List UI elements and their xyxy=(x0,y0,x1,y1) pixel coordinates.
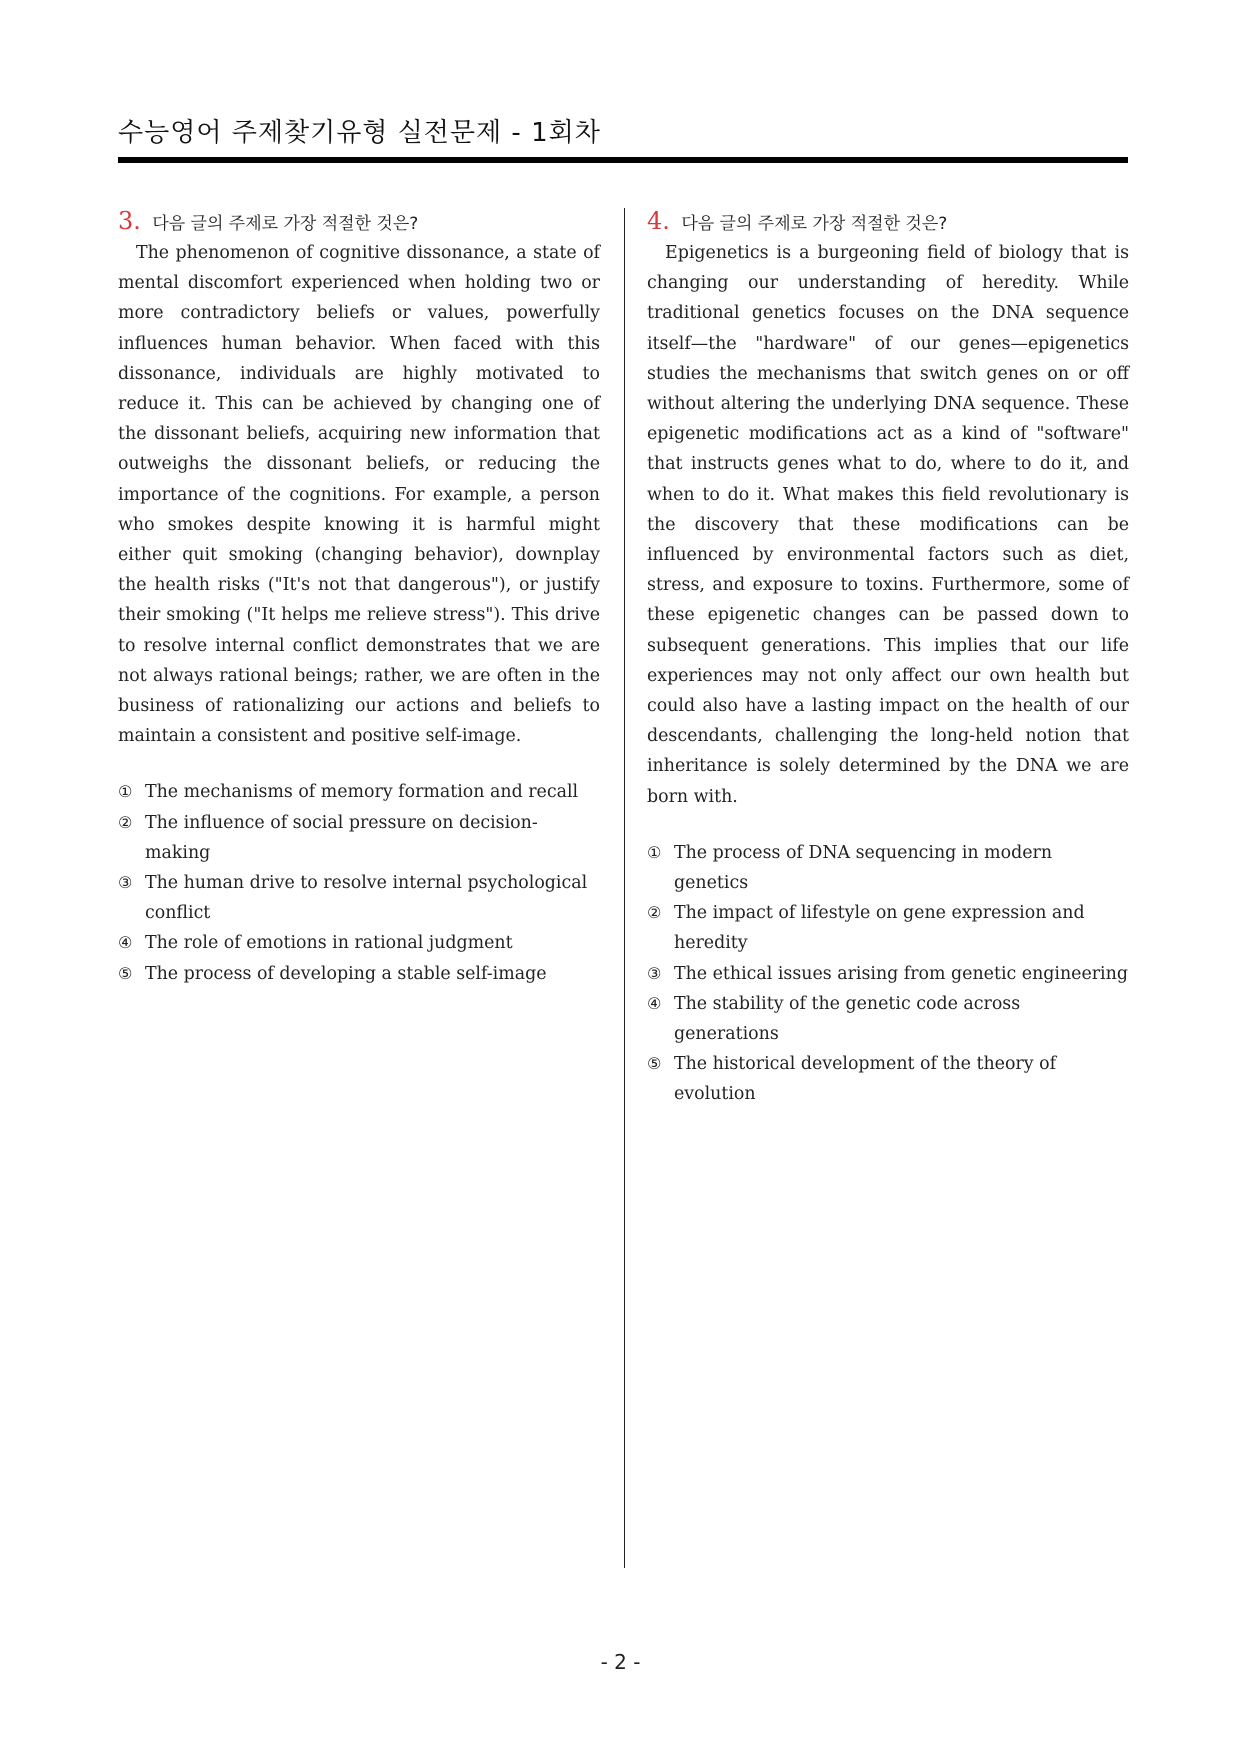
choice-text: The process of developing a stable self-image xyxy=(145,963,547,984)
choice-text: The impact of lifestyle on gene expression and heredity xyxy=(674,903,1085,954)
column-divider xyxy=(624,208,625,1568)
choice-text: The human drive to resolve internal psychological conflict xyxy=(145,873,588,924)
choice-mark: ③ xyxy=(647,963,662,983)
choice-mark: ① xyxy=(118,782,133,802)
choice-mark: ① xyxy=(647,842,662,862)
choice-mark: ⑤ xyxy=(118,963,133,983)
choice-mark: ⑤ xyxy=(647,1054,662,1074)
choice-mark: ② xyxy=(118,812,133,832)
choice-item[interactable] xyxy=(118,777,600,807)
choice-text: The historical development of the theory of evolution xyxy=(674,1054,1057,1105)
choice-mark: ③ xyxy=(118,873,133,893)
choice-text: The role of emotions in rational judgment xyxy=(145,933,513,954)
choice-mark: ② xyxy=(647,903,662,923)
choice-item[interactable] xyxy=(647,1049,1129,1109)
question-prompt: 다음 글의 주제로 가장 적절한 것은? xyxy=(681,214,948,234)
choice-mark: ④ xyxy=(118,933,133,953)
question-header xyxy=(647,205,1129,237)
page-number: - 2 - xyxy=(600,1650,641,1674)
choice-item[interactable] xyxy=(647,959,1129,989)
question-4 xyxy=(647,205,1129,1126)
header-rule xyxy=(118,157,1128,163)
question-prompt: 다음 글의 주제로 가장 적절한 것은? xyxy=(152,214,419,234)
choice-item[interactable] xyxy=(118,808,600,868)
choice-mark: ④ xyxy=(647,993,662,1013)
choice-item[interactable] xyxy=(118,868,600,928)
question-number: 3. xyxy=(118,207,141,235)
choice-item[interactable] xyxy=(647,989,1129,1049)
page-title: 수능영어 주제찾기유형 실전문제 - 1회차 xyxy=(118,118,601,148)
choice-item[interactable] xyxy=(118,959,600,989)
choice-text: The ethical issues arising from genetic engineering xyxy=(674,963,1128,984)
question-header xyxy=(118,205,600,237)
choice-text: The process of DNA sequencing in modern genetics xyxy=(674,842,1053,894)
choice-item[interactable] xyxy=(647,898,1129,958)
choice-list xyxy=(118,777,600,988)
passage: Epigenetics is a burgeoning field of biology that is changing our understanding of heredity. While traditional genetics focuses on the DNA sequence itself—the "hardware" of our genes—epigenetics studies the mechanisms that switch genes on or off without altering the underlying DNA sequence. These epigenetic modifications act as a kind of "software" that instructs genes what to do, where to do it, and when to do it. What makes this field revolutionary is the discovery that these modifications can be influenced by environmental factors such as diet, stress, and exposure to toxins. Furthermore, some of these epigenetic changes can be passed down to subsequent generations. This implies that our life experiences may not only affect our own health but could also have a lasting impact on the health of our descendants, challenging the long-held notion that inheritance is solely determined by the DNA we are born with. xyxy=(647,243,1129,807)
choice-list xyxy=(647,838,1129,1110)
choice-text: The influence of social pressure on decision-making xyxy=(145,812,538,863)
question-3 xyxy=(118,205,600,1005)
choice-text: The mechanisms of memory formation and recall xyxy=(145,782,579,803)
choice-text: The stability of the genetic code across generations xyxy=(674,993,1021,1045)
choice-item[interactable] xyxy=(647,838,1129,898)
question-number: 4. xyxy=(647,207,670,235)
passage: The phenomenon of cognitive dissonance, a state of mental discomfort experienced when holding two or more contradictory beliefs or values, powerfully influences human behavior. When faced with this dissonance, individuals are highly motivated to reduce it. This can be achieved by changing one of the dissonant beliefs, acquiring new information that outweighs the dissonant beliefs, or reducing the importance of the cognitions. For example, a person who smokes despite knowing it is harmful might either quit smoking (changing behavior), downplay the health risks ("It's not that dangerous"), or justify their smoking ("It helps me relieve stress"). This drive to resolve internal conflict demonstrates that we are not always rational beings; rather, we are often in the business of rationalizing our actions and beliefs to maintain a consistent and positive self-image. xyxy=(118,243,600,747)
choice-item[interactable] xyxy=(118,928,600,958)
